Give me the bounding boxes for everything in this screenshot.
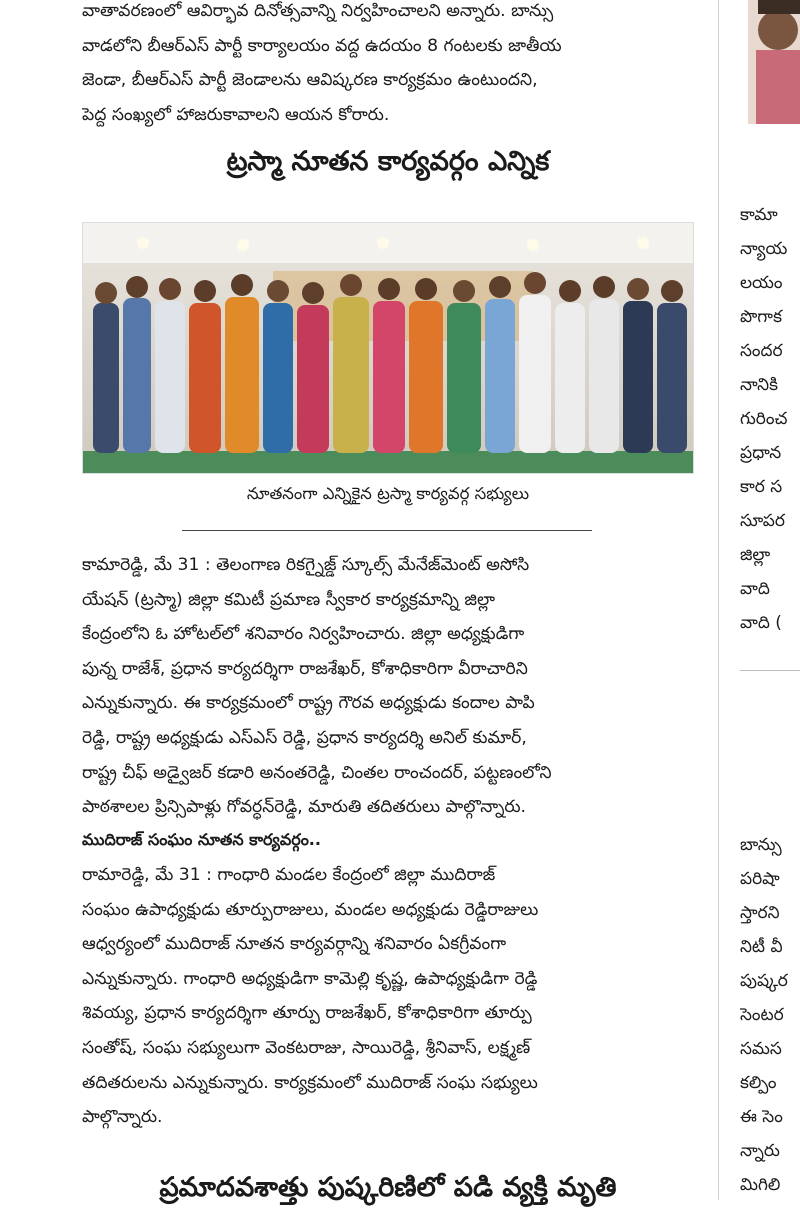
text-line: వాది: [740, 579, 770, 599]
text-line: కామారెడ్డి, మే 31 : తెలంగాణ రికగ్నైజ్డ్ స్కూల్స్ మేనేజ్‌మెంట్ అసోసి: [82, 555, 530, 575]
text-line: సూపర: [740, 511, 785, 531]
text-line: జెండా, బీఆర్ఎస్ పార్టీ జెండాలను ఆవిష్కరణ కార్యక్రమం ఉంటుందని,: [82, 70, 538, 91]
text-line: కామా: [740, 205, 778, 225]
text-line: ఈ సెం: [740, 1107, 783, 1127]
text-line: సమస: [740, 1039, 782, 1059]
right-block-2: [740, 828, 788, 1200]
text-line: బాన్సు: [740, 835, 782, 855]
text-line: యేషన్ (ట్రస్మా) జిల్లా కమిటీ ప్రమాణ స్వీకార కార్యక్రమాన్ని జిల్లా: [82, 589, 495, 610]
text-line: మిగిలి: [740, 1175, 781, 1195]
text-line: జిల్లా: [740, 545, 771, 565]
text-line: పెద్ద సంఖ్యలో హాజరుకావాలని ఆయన కోరారు.: [82, 104, 390, 125]
text-line: సంతోష్, సంఘ సభ్యులుగా వెంకటరాజు, సాయిరెడ్డి, శ్రీనివాస్, లక్ష్మణ్: [82, 1037, 531, 1058]
text-line: రాష్ట్ర చీఫ్ అడ్వైజర్ కడారి అనంతరెడ్డి, చింతల రాంచందర్, పట్టణంలోని: [82, 762, 552, 783]
text-line: పుష్కర: [740, 971, 788, 991]
text-line: సంఘం ఉపాధ్యక్షుడు తూర్పురాజులు, మండల అధ్యక్షుడు రెడ్డిరాజులు: [82, 899, 539, 920]
text-line: వాడలోని బీఆర్ఎస్ పార్టీ కార్యాలయం వద్ద ఉదయం 8 గంటలకు జాతీయ: [82, 35, 562, 56]
text-line: గురించ: [740, 409, 788, 429]
headline-pushkarini: ప్రమాదవశాత్తు పుష్కరిణిలో పడి వ్యక్తి మృతి: [159, 1172, 617, 1203]
text-line: నానికి: [740, 375, 778, 395]
article-trasma: [82, 548, 694, 825]
photo-caption: నూతనంగా ఎన్నికైన ట్రస్మా కార్యవర్గ సభ్యులు: [246, 484, 530, 503]
article-mudiraj: [82, 858, 694, 1135]
text-line: లయం: [740, 273, 783, 293]
text-line: కార స: [740, 477, 783, 497]
subheading-mudiraj: ముదిరాజ్ సంఘం నూతన కార్యవర్గం..: [82, 830, 321, 849]
text-line: పాఠశాలల ప్రిన్సిపాళ్లు గోవర్ధన్‌రెడ్డి, మారుతి తదితరులు పాల్గొన్నారు.: [82, 797, 526, 818]
text-line: న్నారు: [740, 1141, 780, 1161]
text-line: కేంద్రంలోని ఓ హోటల్‌లో శనివారం నిర్వహించారు. జిల్లా అధ్యక్షుడిగా: [82, 624, 525, 645]
text-line: పున్న రాజేశ్, ప్రధాన కార్యదర్శిగా రాజశేఖర్, కోశాధికారిగా వీరాచారిని: [82, 658, 528, 679]
text-line: పాల్గొన్నారు.: [82, 1107, 163, 1128]
text-line: పరిషా: [740, 869, 780, 889]
text-line: ఎన్నుకున్నారు. ఈ కార్యక్రమంలో రాష్ట్ర గౌరవ అధ్యక్షుడు కందాల పాపి: [82, 693, 535, 714]
text-line: రామారెడ్డి, మే 31 : గాంధారి మండల కేంద్రంలో జిల్లా ముదిరాజ్: [82, 865, 496, 885]
group-photo: [82, 222, 694, 474]
right-column: [740, 0, 800, 1200]
text-line: ఎన్నుకున్నారు. గాంధారి అధ్యక్షుడిగా కామెల్లి కృష్ణ, ఉపాధ్యక్షుడిగా రెడ్డి: [82, 968, 538, 989]
text-line: సెంటర: [740, 1005, 784, 1025]
top-paragraph: [82, 0, 694, 132]
section-divider: [740, 670, 800, 671]
right-block-1: [740, 198, 787, 640]
text-line: స్తారని: [740, 903, 780, 923]
text-line: న్యాయ: [740, 239, 788, 259]
text-line: వాది (: [740, 613, 782, 633]
text-line: రెడ్డి, రాష్ట్ర అధ్యక్షుడు ఎస్ఎస్ రెడ్డి, ప్రధాన కార్యదర్శి అనిల్ కుమార్,: [82, 727, 527, 748]
column-divider: [718, 0, 719, 1200]
portrait-photo: [748, 0, 800, 124]
text-line: సందర: [740, 341, 783, 361]
text-line: ఆధ్వర్యంలో ముదిరాజ్ నూతన కార్యవర్గాన్ని శనివారం ఏకగ్రీవంగా: [82, 934, 507, 955]
text-line: కల్పిం: [740, 1073, 777, 1093]
text-line: శివయ్య, ప్రధాన కార్యదర్శిగా తూర్పు రాజశేఖర్, కోశాధికారిగా తూర్పు: [82, 1003, 532, 1024]
group-photo-image: [83, 223, 693, 473]
text-line: తదితరులను ఎన్నుకున్నారు. కార్యక్రమంలో ముదిరాజ్ సంఘ సభ్యులు: [82, 1072, 538, 1093]
text-line: పొగాక: [740, 307, 782, 327]
text-line: ప్రధాన: [740, 443, 782, 463]
portrait-image: [748, 0, 800, 124]
caption-divider: [182, 530, 592, 531]
headline-trasma: ట్రస్మా నూతన కార్యవర్గం ఎన్నిక: [226, 146, 550, 177]
text-line: వాతావరణంలో ఆవిర్భావ దినోత్సవాన్ని నిర్వహించాలని అన్నారు. బాన్సు: [82, 1, 554, 21]
text-line: నిటీ వీ: [740, 937, 783, 957]
